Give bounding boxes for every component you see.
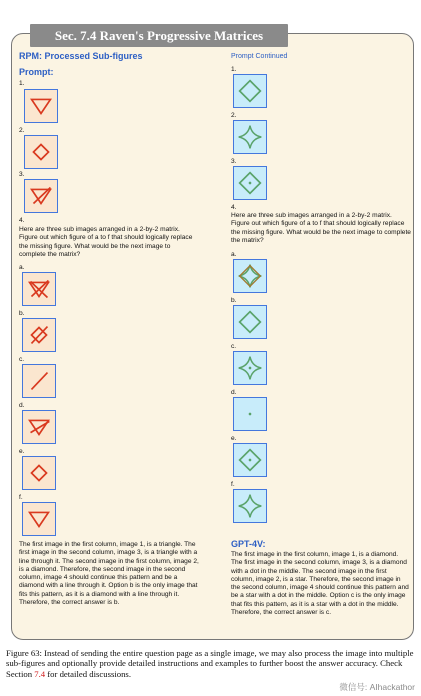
left-figure-1 [24, 89, 58, 123]
left-option-label-a: a. [19, 264, 25, 271]
left-option-a [22, 272, 56, 306]
right-figure-1 [233, 74, 267, 108]
left-fig-label-1: 1. [19, 80, 25, 87]
right-option-c [233, 351, 267, 385]
caption-section-link[interactable]: 7.4 [34, 668, 46, 679]
left-question: Here are three sub images arranged in a 2-by-2 matrix. Figure out which figure of a to f that should logically replace the missing figure. What would be the next image to complete the matrix? [19, 226, 193, 258]
right-option-label-d: d. [231, 389, 237, 396]
gpt-label: GPT-4V: [231, 539, 266, 549]
left-option-d [22, 410, 56, 444]
left-option-e [22, 456, 56, 490]
left-option-label-e: e. [19, 448, 25, 455]
left-option-b [22, 318, 56, 352]
left-option-label-f: f. [19, 494, 23, 501]
left-option-label-d: d. [19, 402, 25, 409]
section-title: Sec. 7.4 Raven's Progressive Matrices [30, 24, 288, 47]
right-option-e [233, 443, 267, 477]
right-option-label-b: b. [231, 297, 237, 304]
right-fig-label-4: 4. [231, 204, 237, 211]
right-figure-2 [233, 120, 267, 154]
left-fig-label-2: 2. [19, 127, 25, 134]
right-option-a [233, 259, 267, 293]
right-option-label-c: c. [231, 343, 237, 350]
left-figure-2 [24, 135, 58, 169]
right-option-b [233, 305, 267, 339]
right-option-label-f: f. [231, 481, 235, 488]
figure-caption [6, 648, 416, 679]
caption-figure-label: Figure 63: [6, 648, 42, 658]
right-question: Here are three sub images arranged in a 2-by-2 matrix. Figure out which figure of a to f that should logically replace the missing figure. What would be the next image to complete the matrix? [231, 212, 411, 244]
right-fig-label-3: 3. [231, 158, 237, 165]
watermark: 微信号: AIhackathor [339, 682, 415, 692]
right-fig-label-2: 2. [231, 112, 237, 119]
left-fig-label-4: 4. [19, 217, 25, 224]
right-option-f [233, 489, 267, 523]
right-figure-3 [233, 166, 267, 200]
left-option-f [22, 502, 56, 536]
right-option-label-a: a. [231, 251, 237, 258]
right-option-d [233, 397, 267, 431]
right-heading: Prompt Continued [231, 53, 288, 60]
right-option-label-e: e. [231, 435, 237, 442]
prompt-label: Prompt: [19, 67, 54, 77]
left-option-c [22, 364, 56, 398]
left-figure-3 [24, 179, 58, 213]
left-option-label-b: b. [19, 310, 25, 317]
caption-text: Instead of sending the entire question page as a single image, we may also process the image into multiple sub-figures and optionally provide detailed instructions and examples to further boost the answer accuracy. Check Section [6, 648, 414, 679]
left-heading: RPM: Processed Sub-figures [19, 51, 143, 61]
caption-text-end: for detailed discussions. [47, 668, 131, 679]
right-fig-label-1: 1. [231, 66, 237, 73]
left-answer: The first image in the first column, image 1, is a triangle. The first image in the second column, image 3, is a triangle with a line through it. The second image in the first column, image 2, is a diamond. Therefore, the second image in the second column, image 4 should continue this pattern and be a diamond with a line through it. Option b is the only image that fits this pattern, as it is a diamond with a line through it. Therefore, the correct answer is b. [19, 541, 199, 607]
left-fig-label-3: 3. [19, 171, 25, 178]
right-answer: The first image in the first column, image 1, is a diamond. The first image in the second column, image 3, is a diamond with a dot in the middle. The second image in the first column, image 2, is a star. Therefore, the second image in the second column, image 4 should continue this pattern and be a star with a dot in the middle. Option c is the only image that fits this pattern, as it is a star with a dot in the middle. Therefore, the correct answer is c. [231, 551, 409, 617]
left-option-label-c: c. [19, 356, 25, 363]
